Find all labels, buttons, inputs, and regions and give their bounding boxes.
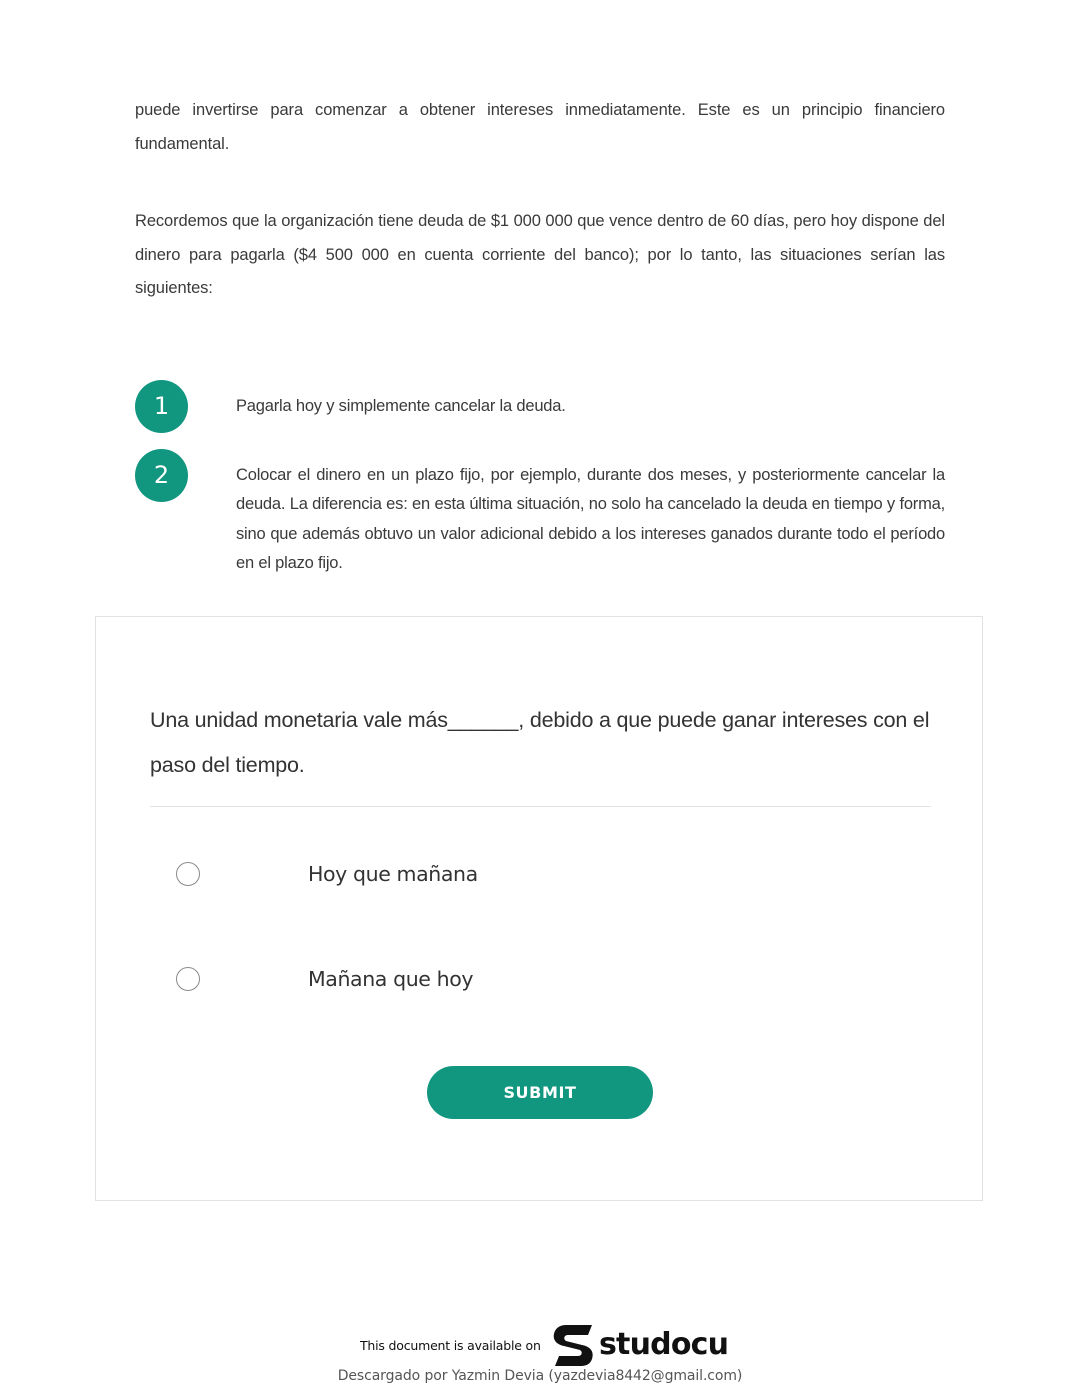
intro-paragraph: puede invertirse para comenzar a obtener intereses inmediatamente. Este es un principio financiero fundamental. [135,101,945,153]
option-label[interactable]: Mañana que hoy [308,967,474,991]
radio-button[interactable] [176,967,200,991]
option-label[interactable]: Hoy que mañana [308,862,478,886]
quiz-card [95,616,983,1201]
quiz-option-hoy-que-manana[interactable] [176,855,776,895]
quiz-question: Una unidad monetaria vale más______, debido a que puede ganar intereses con el paso del tiempo. [150,708,930,777]
submit-button[interactable]: SUBMIT [427,1066,653,1119]
step-number-badge: 1 [135,380,188,433]
step-text: Pagarla hoy y simplemente cancelar la deuda. [236,397,566,415]
step-text: Colocar el dinero en un plazo fijo, por ejemplo, durante dos meses, y posteriormente cancelar la deuda. La diferencia es: en esta última situación, no solo ha cancelado la deuda en tiempo y forma, sino que además obtuvo un valor adicional debido a los intereses ganados durante todo el período en el plazo fijo. [236,466,945,572]
available-on-text: This document is available on [360,1338,541,1353]
step-number-badge: 2 [135,449,188,502]
studocu-s-icon [552,1323,594,1367]
debt-paragraph: Recordemos que la organización tiene deuda de $1 000 000 que vence dentro de 60 días, pero hoy dispone del dinero para pagarla ($4 500 000 en cuenta corriente del banco); por lo tanto, las situaciones serían las siguientes: [135,212,945,297]
studocu-logo[interactable] [552,1323,728,1367]
studocu-wordmark: studocu [599,1327,729,1362]
radio-button[interactable] [176,862,200,886]
downloaded-by-text: Descargado por Yazmin Devia (yazdevia8442@gmail.com) [337,1368,743,1384]
quiz-divider [150,806,931,807]
footer [0,1318,1080,1397]
quiz-option-manana-que-hoy[interactable] [176,960,776,1000]
